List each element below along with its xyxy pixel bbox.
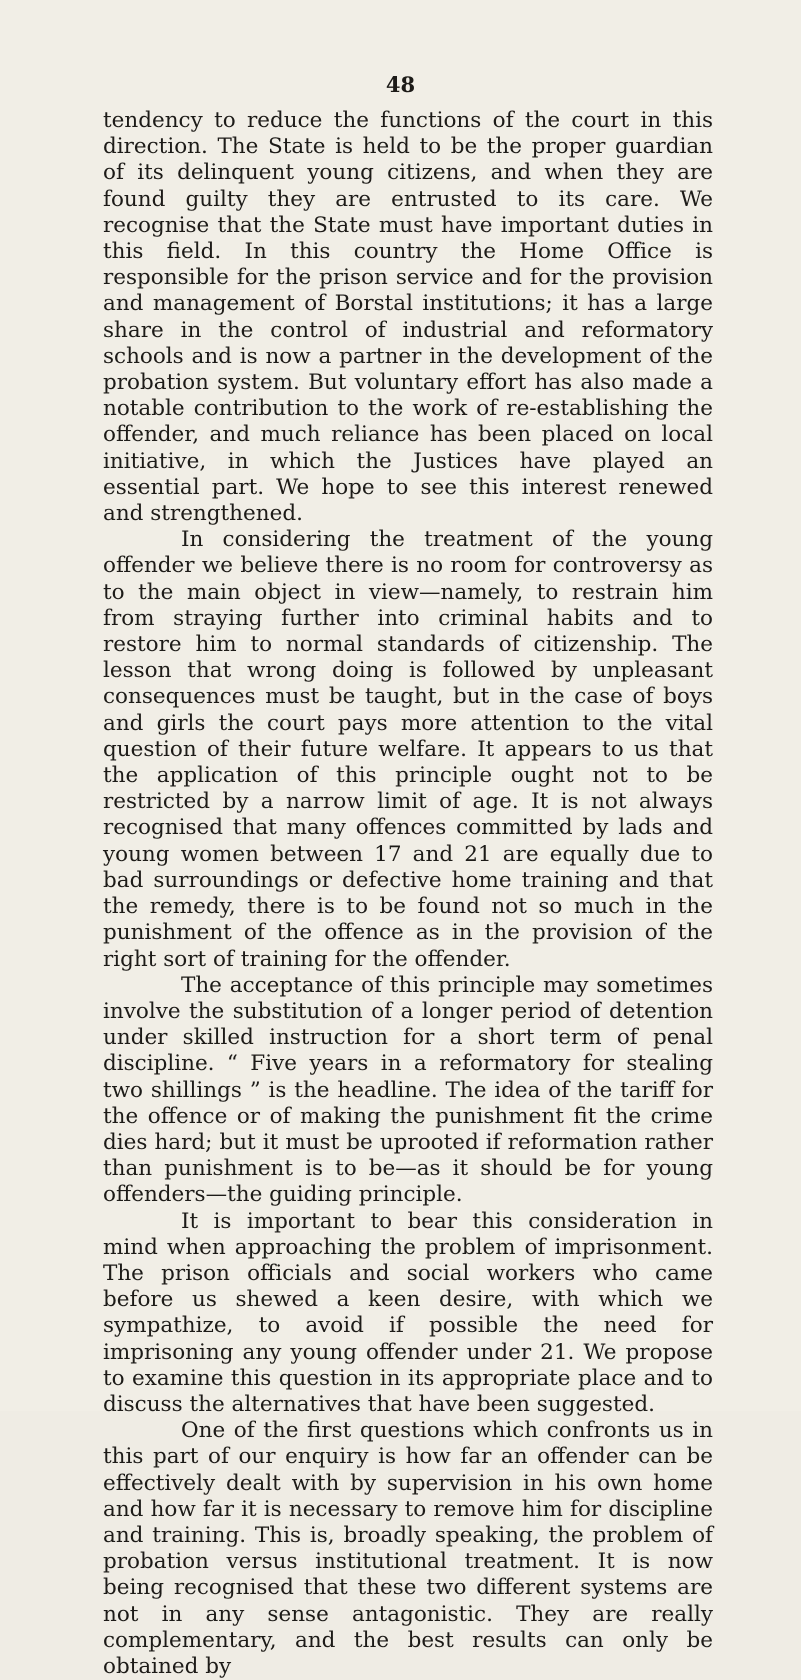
paragraph-imprisonment: It is important to bear this consideration in mind when approaching the problem of imprisonment. The prison officials and social workers who came before us shewed a keen desire, with which we sympathize, to avoid if possible the need for imprisoning any young offender under 21. We propose to examine this question in its appropriate place and to discuss the alternatives that have been suggested. <box>103 1208 713 1417</box>
paragraph-probation-vs-institution: One of the first questions which confronts us in this part of our enquiry is how far an offender can be effectively dealt with by supervision in his own home and how far it is necessary to remove him for discipline and training. This is, broadly speaking, the problem of probation versus institutional treatment. It is now being recognised that these two different systems are not in any sense antagonistic. They are really complementary, and the best results can only be obtained by <box>103 1418 713 1679</box>
body-text <box>103 108 713 1680</box>
page-number: 48 <box>385 72 416 97</box>
paragraph-treatment-young-offender: In considering the treatment of the young offender we believe there is no room for controversy as to the main object in view—namely, to restrain him from straying further into criminal habits and to restore him to normal standards of citizenship. The lesson that wrong doing is followed by unpleasant consequences must be taught, but in the case of boys and girls the court pays more attention to the vital question of their future welfare. It appears to us that the application of this principle ought not to be restricted by a narrow limit of age. It is not always recognised that many offences committed by lads and young women between 17 and 21 are equally due to bad surroundings or defective home training and that the remedy, there is to be found not so much in the punishment of the offence as in the provision of the right sort of training for the offender. <box>103 527 713 972</box>
paragraph-state-guardian: tendency to reduce the functions of the court in this direction. The State is held to be the proper guardian of its delinquent young citizens, and when they are found guilty they are entrusted to its care. We recognise that the State must have important duties in this field. In this country the Home Office is responsible for the prison service and for the provision and management of Borstal institutions; it has a large share in the control of industrial and reformatory schools and is now a partner in the development of the probation system. But voluntary effort has also made a notable contribution to the work of re-establishing the offender, and much reliance has been placed on local initiative, in which the Justices have played an essential part. We hope to see this interest renewed and strengthened. <box>103 108 713 527</box>
paragraph-acceptance-principle: The acceptance of this principle may sometimes involve the substitution of a longer period of detention under skilled instruction for a short term of penal discipline. “ Five years in a reformatory for stealing two shillings ” is the headline. The idea of the tariff for the offence or of making the punishment fit the crime dies hard; but it must be uprooted if reformation rather than punishment is to be—as it should be for young offenders—the guiding principle. <box>103 972 713 1208</box>
